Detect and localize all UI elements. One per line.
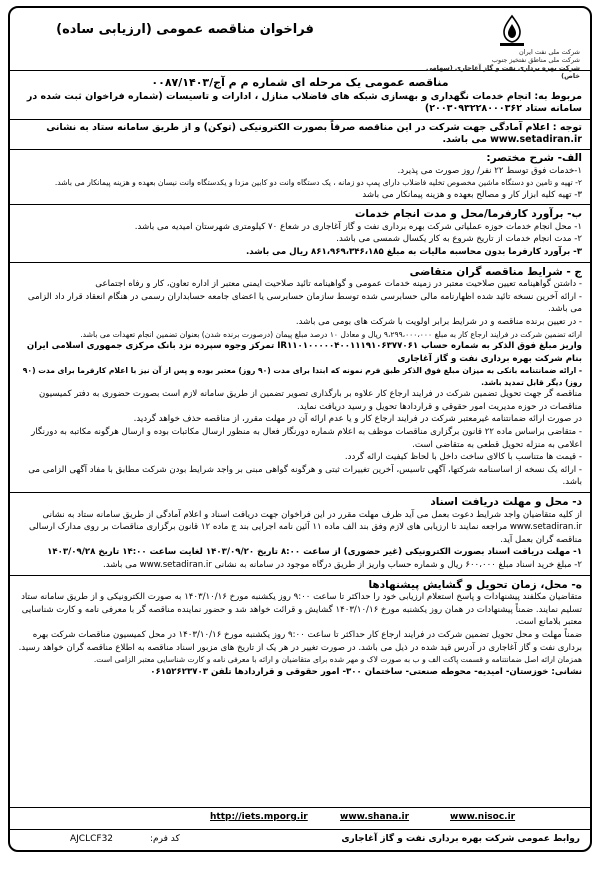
- section-alef-item: ۳- تهیه کلیه ابزار کار و مصالح بعهده و هزینه پیمانکار می باشد: [362, 189, 582, 200]
- form-code-label: کد فرم:: [150, 834, 180, 844]
- company-name: [420, 48, 580, 80]
- divider: [10, 204, 590, 205]
- tender-subject: مربوط به: انجام خدمات نگهداری و بهسازی شبکه های فاضلاب منازل ، ادارات و تاسیسات (شماره فراخوان ثبت شده در سامانه ستاد ۲۰۰۳۰۹۳۲۲۸۰۰۰۳۶۲): [26, 90, 582, 115]
- divider: [10, 492, 590, 493]
- section-je-item: - ارائه ضمانتنامه بانکی به میزان مبلغ فوق الذکر طبق فرم نمونه که ابتدا برای مدت (۹۰ روز) معتبر بوده و پس از آن نیز با اعلام کارفرما برای مدت (۹۰ روز) دیگر قابل تمدید باشد.: [22, 366, 582, 387]
- section-je-item: واریز مبلغ فوق الذکر به شماره حساب IR۱۱۰۱۰۰۰۰۰۴۰۰۱۱۱۹۱۰۶۳۷۷۰۶۱ تمرکز وجوه سپرده نزد بانک مرکزی جمهوری اسلامی ایران بنام شرکت بهره برداری نفت و گاز آغاجاری: [26, 341, 582, 364]
- section-he-paragraph: ضمناً مهلت و محل تحویل تضمین شرکت در فرایند ارجاع کار حداکثر تا ساعت ۹:۰۰ روز یکشنبه مورخ ۱۴۰۳/۱۰/۱۶ در محل کمیسیون مناقصات شرکت بهره برداری نفت و گاز آغاجاری در آدرس قید شده در ذیل می باشد. در صورت تغییر در هر یک از تاریخ های مزبور اسناد مناقصه به اطلاع مناقصه گران خواهد رسید.: [18, 629, 582, 653]
- section-je-item: مناقصه گر جهت تحویل تضمین شرکت در فرایند ارجاع کار علاوه بر بارگذاری تصویر تضمین از طریق سامانه لازم است بصورت حضوری به دفتر کمیسیون مناقصات در حوزه مدیریت امور حقوقی و قراردادها تحویل و رسید دریافت نماید.: [38, 389, 582, 412]
- section-je-item: - داشتن گواهینامه تعیین صلاحیت معتبر در زمینه خدمات عمومی و گواهینامه تائید صلاحیت ایمنی معتبر از اداره تعاون، کار و رفاه اجتماعی: [95, 279, 582, 290]
- section-je-item: - ارائه یک نسخه از اساسنامه شرکتها، آگهی تاسیس، آخرین تغییرات ثبتی و هرگونه گواهی مبنی بر واجد شرایط بودن شرکت مطابق با مفاد آگهی الزامی می باشد.: [28, 464, 582, 488]
- company-line-2: شرکت ملی مناطق نفتخیز جنوب: [491, 56, 580, 64]
- link-nisoc[interactable]: www.nisoc.ir: [450, 812, 516, 822]
- section-be-heading: ب- برآورد کارفرما/محل و مدت انجام خدمات: [354, 208, 582, 221]
- section-alef-heading: الف- شرح مختصر:: [486, 151, 582, 164]
- ad-title: فراخوان مناقصه عمومی (ارزیابی ساده): [56, 22, 314, 37]
- section-de-item: ۲- مبلغ خرید اسناد مبلغ ۶۰۰،۰۰۰ ریال و شماره حساب واریز از طریق درگاه موجود در سامانه به نشانی www.setadiran.ir می باشد.: [102, 560, 582, 570]
- section-je-item: - قیمت ها متناسب با کالای ساخت داخل با لحاظ کیفیت ارائه گردد.: [344, 452, 582, 463]
- tender-number-title: مناقصه عمومی یک مرحله ای شماره م م آج/۰۰۸۷/۱۴۰۳: [151, 76, 449, 89]
- section-be-item: ۲- مدت انجام خدمات از تاریخ شروع به کار یکسال شمسی می باشد.: [336, 234, 582, 245]
- electronic-notice: توجه : اعلام آمادگی جهت شرکت در این مناقصه صرفاً بصورت الکترونیکی (توکن) و از طریق سامانه ستاد به نشانی www.setadiran.ir می باشد.: [10, 119, 590, 150]
- section-je-item: ارائه تضمین شرکت در فرایند ارجاع کار به مبلغ ۹،۲۹۹،۰۰۰،۰۰۰ ریال و معادل ۱۰ درصد مبلغ پیمان (درصورت برنده شدن) بعنوان تضمین انجام تعهدات می باشد.: [80, 329, 582, 339]
- section-he-paragraph: متقاضیان مکلفند پیشنهادات و پاسخ استعلام ارزیابی خود را حداکثر تا ساعت ۹:۰۰ روز یکشنبه مورخ ۱۴۰۳/۱۰/۱۶ به صورت الکترونیکی و از طریق سامانه ستاد تسلیم نمایند. ضمناً پیشنهادات در همان روز یکشنبه مورخ ۱۴۰۳/۱۰/۱۶ گشایش و قرائت خواهد شد و حضور نماینده مناقصه گر با معرفی نامه و کارت شناسایی معتبر بلامانع است.: [21, 592, 582, 628]
- section-de-paragraph: از کلیه متقاضیان واجد شرایط دعوت بعمل می آید ظرف مهلت مقرر در این فراخوان جهت دریافت اسناد و اعلام آمادگی از طریق سامانه ستاد به نشانی www.setadiran.ir مراجعه نمایند تا ارزیابی های لازم وفق بند الف ماده ۱۱ آئین نامه اجرایی بند ج ماده ۱۲ قانون برگزاری مناقصات بر روی مدارک ارسالی مناقصه گران بعمل آید.: [28, 509, 582, 545]
- section-alef-item: ۲- تهیه و تامین دو دستگاه ماشین مخصوص تخلیه فاضلاب دارای پمپ دو زمانه ، یک دستگاه وانت دو کابین مزدا و یکدستگاه وانت نیسان بعهده و هزینه پیمانکار می باشد.: [54, 178, 582, 188]
- section-je-item: در صورت ارائه ضمانتنامه غیرمعتبر شرکت در فرایند ارجاع کار و یا عدم ارائه آن در مهلت مقرر، از مناقصه حذف خواهد گردید.: [133, 414, 582, 425]
- link-iets[interactable]: http://iets.mporg.ir: [210, 812, 308, 822]
- company-line-3: شرکت بهره برداری نفت و گاز آغاجاری (سهامی خاص): [426, 64, 580, 80]
- nioc-logo-icon: [494, 14, 530, 48]
- section-be-item: ۱- محل انجام خدمات حوزه عملیاتی شرکت بهره برداری نفت و گاز آغاجاری در شعاع ۷۰ کیلومتری شهرستان امیدیه می باشد.: [134, 221, 582, 232]
- ad-header: [10, 12, 590, 80]
- section-je-item: - در تعیین برنده مناقصه و در شرایط برابر اولویت با شرکت های بومی می باشد.: [295, 317, 582, 327]
- divider: [10, 262, 590, 263]
- section-je-item: - ارائه آخرین نسخه تائید شده اظهارنامه مالی حسابرسی شده توسط سازمان حسابرسی یا اعضای جامعه حسابداران رسمی در هنگام انعقاد قرار داد الزامی می باشد.: [27, 291, 582, 315]
- links-bar: [10, 807, 590, 828]
- ad-frame: [8, 6, 592, 852]
- section-he-heading: ه- محل، زمان تحویل و گشایش پیشنهادها: [368, 578, 582, 591]
- section-alef-item: ۱-خدمات فوق توسط ۲۲ نفر/ روز صورت می پذیرد.: [397, 165, 582, 176]
- section-be-item: ۳- برآورد کارفرما بدون محاسبه مالیات به مبلغ ۸۶۱،۹۶۹،۳۴۶،۱۸۵ ریال می باشد.: [246, 247, 582, 258]
- form-code-value: AJCLCF32: [70, 834, 114, 844]
- form-footer: [10, 829, 590, 850]
- company-line-1: شرکت ملی نفت ایران: [518, 48, 580, 56]
- section-de-item: ۱- مهلت دریافت اسناد بصورت الکترونیکی (غیر حضوری) از ساعت ۸:۰۰ تاریخ ۱۴۰۳/۰۹/۲۰ لغایت ساعت ۱۴:۰۰ تاریخ ۱۴۰۳/۰۹/۲۸: [47, 547, 582, 558]
- section-he-paragraph: همزمان ارائه اصل ضمانتنامه و قسمت پاکت الف و ب به صورت لاک و مهر شده برای متقاضیان و ارائه با معرفی نامه و کارت شناسایی معتبر الزامی است.: [93, 655, 582, 665]
- section-je-item: - متقاضی براساس ماده ۲۲ قانون برگزاری مناقصات موظف به اعلام شماره دورنگار فعال به منظور ارسال مکاتبات بوده و ارسال هرگونه مکاتبه به دورنگار اعلامی به منزله تحویل قطعی به متقاضی است.: [31, 427, 582, 450]
- section-de-heading: د- محل و مهلت دریافت اسناد: [430, 496, 582, 509]
- divider: [10, 575, 590, 576]
- public-relations: روابط عمومی شرکت بهره برداری نفت و گاز آغاجاری: [341, 834, 580, 844]
- link-shana[interactable]: www.shana.ir: [340, 812, 410, 822]
- ad-body: [18, 71, 582, 678]
- address-line: نشانی: خوزستان- امیدیه- محوطه صنعتی- ساختمان ۳۰۰- امور حقوقی و قراردادها تلفن ۰۶۱۵۲۶۲۳۷۰۳: [150, 666, 582, 677]
- section-je-heading: ج - شرایط مناقصه گران متقاضی: [409, 265, 582, 278]
